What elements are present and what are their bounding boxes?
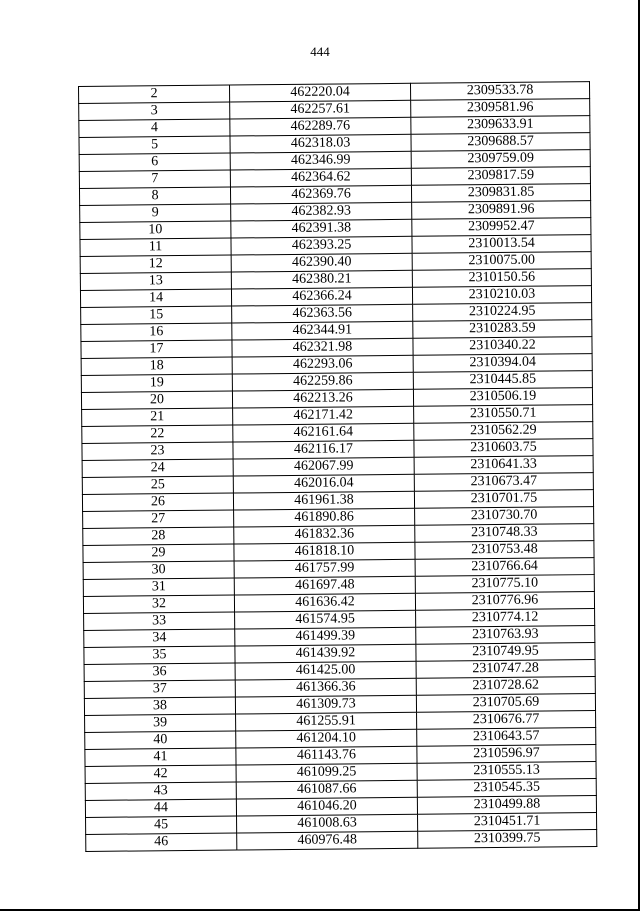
x-coordinate-cell: 462289.76 [230,117,411,136]
point-number-cell: 42 [85,765,236,783]
x-coordinate-cell: 461143.76 [236,746,417,765]
point-number-cell: 9 [80,204,231,222]
y-coordinate-cell: 2310445.85 [413,371,592,390]
x-coordinate-cell: 462346.99 [230,151,411,170]
point-number-cell: 44 [85,799,236,817]
y-coordinate-cell: 2310550.71 [414,405,593,424]
y-coordinate-cell: 2309817.59 [411,167,590,186]
point-number-cell: 5 [79,136,230,154]
y-coordinate-cell: 2309688.57 [411,133,590,152]
x-coordinate-cell: 462161.64 [233,423,414,442]
point-number-cell: 6 [79,153,230,171]
point-number-cell: 2 [79,85,230,103]
x-coordinate-cell: 462259.86 [232,372,413,391]
x-coordinate-cell: 462116.17 [233,440,414,459]
point-number-cell: 27 [83,510,234,528]
y-coordinate-cell: 2310603.75 [414,439,593,458]
y-coordinate-cell: 2310399.75 [418,830,597,849]
x-coordinate-cell: 462067.99 [233,457,414,476]
y-coordinate-cell: 2310283.59 [413,320,592,339]
x-coordinate-cell: 461309.73 [235,695,416,714]
y-coordinate-cell: 2309633.91 [411,116,590,135]
y-coordinate-cell: 2310643.57 [417,728,596,747]
y-coordinate-cell: 2310705.69 [416,694,595,713]
x-coordinate-cell: 461087.66 [236,780,417,799]
x-coordinate-cell: 461008.63 [237,814,418,833]
point-number-cell: 4 [79,119,230,137]
point-number-cell: 37 [84,680,235,698]
x-coordinate-cell: 462220.04 [229,83,410,102]
x-coordinate-cell: 461818.10 [234,542,415,561]
point-number-cell: 43 [85,782,236,800]
point-number-cell: 14 [80,289,231,307]
point-number-cell: 36 [84,663,235,681]
x-coordinate-cell: 462364.62 [230,168,411,187]
y-coordinate-cell: 2310775.10 [415,575,594,594]
point-number-cell: 8 [79,187,230,205]
y-coordinate-cell: 2310728.62 [416,677,595,696]
y-coordinate-cell: 2310545.35 [417,779,596,798]
point-number-cell: 33 [84,612,235,630]
point-number-cell: 17 [81,340,232,358]
x-coordinate-cell: 461832.36 [234,525,415,544]
point-number-cell: 30 [83,561,234,579]
x-coordinate-cell: 461046.20 [236,797,417,816]
y-coordinate-cell: 2309759.09 [411,150,590,169]
point-number-cell: 10 [80,221,231,239]
y-coordinate-cell: 2310676.77 [417,711,596,730]
x-coordinate-cell: 462393.25 [231,236,412,255]
x-coordinate-cell: 461757.99 [234,559,415,578]
y-coordinate-cell: 2309533.78 [410,82,589,101]
point-number-cell: 26 [82,493,233,511]
y-coordinate-cell: 2309581.96 [411,99,590,118]
x-coordinate-cell: 462318.03 [230,134,411,153]
y-coordinate-cell: 2310701.75 [414,490,593,509]
point-number-cell: 45 [86,816,237,834]
y-coordinate-cell: 2310224.95 [413,303,592,322]
y-coordinate-cell: 2310340.22 [413,337,592,356]
point-number-cell: 13 [80,272,231,290]
point-number-cell: 22 [82,425,233,443]
x-coordinate-cell: 462366.24 [231,287,412,306]
y-coordinate-cell: 2310774.12 [416,609,595,628]
x-coordinate-cell: 461425.00 [235,661,416,680]
y-coordinate-cell: 2310210.03 [412,286,591,305]
x-coordinate-cell: 462293.06 [232,355,413,374]
x-coordinate-cell: 460976.48 [237,831,418,850]
x-coordinate-cell: 461366.36 [235,678,416,697]
x-coordinate-cell: 462369.76 [230,185,411,204]
page-number: 444 [310,44,330,59]
point-number-cell: 32 [83,595,234,613]
coordinates-table [78,81,597,852]
point-number-cell: 16 [81,323,232,341]
x-coordinate-cell: 461636.42 [234,593,415,612]
y-coordinate-cell: 2310451.71 [418,813,597,832]
point-number-cell: 11 [80,238,231,256]
point-number-cell: 18 [81,357,232,375]
x-coordinate-cell: 462171.42 [233,406,414,425]
x-coordinate-cell: 461204.10 [236,729,417,748]
x-coordinate-cell: 462257.61 [230,100,411,119]
y-coordinate-cell: 2309831.85 [411,184,590,203]
point-number-cell: 34 [84,629,235,647]
y-coordinate-cell: 2309952.47 [412,218,591,237]
point-number-cell: 38 [84,697,235,715]
point-number-cell: 39 [85,714,236,732]
point-number-cell: 21 [82,408,233,426]
y-coordinate-cell: 2310776.96 [415,592,594,611]
x-coordinate-cell: 462321.98 [232,338,413,357]
y-coordinate-cell: 2310506.19 [413,388,592,407]
point-number-cell: 46 [86,833,237,851]
x-coordinate-cell: 462382.93 [231,202,412,221]
coordinates-table-body [79,82,597,852]
y-coordinate-cell: 2310753.48 [415,541,594,560]
point-number-cell: 25 [82,476,233,494]
x-coordinate-cell: 461890.86 [234,508,415,527]
x-coordinate-cell: 462390.40 [231,253,412,272]
y-coordinate-cell: 2310013.54 [412,235,591,254]
point-number-cell: 29 [83,544,234,562]
y-coordinate-cell: 2310748.33 [415,524,594,543]
x-coordinate-cell: 461499.39 [235,627,416,646]
point-number-cell: 23 [82,442,233,460]
point-number-cell: 19 [81,374,232,392]
x-coordinate-cell: 461574.95 [235,610,416,629]
point-number-cell: 41 [85,748,236,766]
x-coordinate-cell: 461439.92 [235,644,416,663]
point-number-cell: 20 [81,391,232,409]
y-coordinate-cell: 2310749.95 [416,643,595,662]
y-coordinate-cell: 2310747.28 [416,660,595,679]
y-coordinate-cell: 2310075.00 [412,252,591,271]
x-coordinate-cell: 462380.21 [231,270,412,289]
point-number-cell: 31 [83,578,234,596]
y-coordinate-cell: 2310562.29 [414,422,593,441]
point-number-cell: 40 [85,731,236,749]
x-coordinate-cell: 461255.91 [236,712,417,731]
point-number-cell: 12 [80,255,231,273]
x-coordinate-cell: 461697.48 [234,576,415,595]
y-coordinate-cell: 2310499.88 [417,796,596,815]
point-number-cell: 24 [82,459,233,477]
x-coordinate-cell: 462344.91 [232,321,413,340]
point-number-cell: 15 [81,306,232,324]
x-coordinate-cell: 462363.56 [232,304,413,323]
x-coordinate-cell: 461099.25 [236,763,417,782]
x-coordinate-cell: 461961.38 [233,491,414,510]
y-coordinate-cell: 2310766.64 [415,558,594,577]
y-coordinate-cell: 2310641.33 [414,456,593,475]
y-coordinate-cell: 2310394.04 [413,354,592,373]
y-coordinate-cell: 2310730.70 [415,507,594,526]
point-number-cell: 35 [84,646,235,664]
point-number-cell: 7 [79,170,230,188]
x-coordinate-cell: 462391.38 [231,219,412,238]
y-coordinate-cell: 2310596.97 [417,745,596,764]
y-coordinate-cell: 2310673.47 [414,473,593,492]
x-coordinate-cell: 462016.04 [233,474,414,493]
y-coordinate-cell: 2310150.56 [412,269,591,288]
y-coordinate-cell: 2310555.13 [417,762,596,781]
point-number-cell: 28 [83,527,234,545]
x-coordinate-cell: 462213.26 [232,389,413,408]
point-number-cell: 3 [79,102,230,120]
y-coordinate-cell: 2309891.96 [412,201,591,220]
y-coordinate-cell: 2310763.93 [416,626,595,645]
